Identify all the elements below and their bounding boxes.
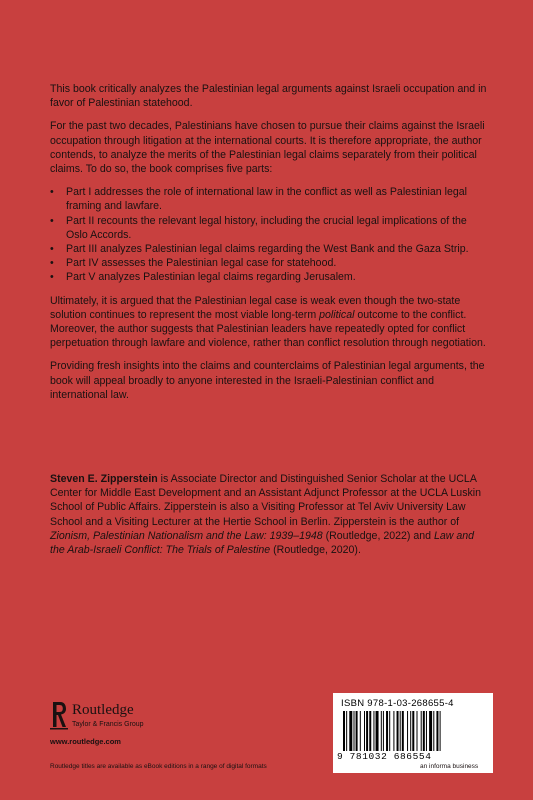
isbn-label: ISBN 978-1-03-268655-4 [341,698,454,709]
blurb-paragraph-1: This book critically analyzes the Palestinian legal arguments against Israeli occupation and in favor of Palestinian statehood. [50,83,487,110]
barcode-panel [333,693,493,773]
text-span: (Routledge, 2020). [270,544,361,557]
blurb-paragraph-2: For the past two decades, Palestinians have chosen to pursue their claims against the Israeli occupation through litigation at the international courts. It is therefore appropriate, the author contends, to analyze the merits of the Palestinian legal claims separately from their political claims. To do so, the book comprises five parts: [50,120,485,176]
list-item: • Part IV assesses the Palestinian legal case for statehood. [66,256,490,270]
author-paragraph [50,472,490,557]
publisher-name: Routledge [72,702,134,718]
barcode-icon [341,711,485,751]
ebook-note: Routledge titles are available as eBook editions in a range of digital formats [50,763,267,770]
list-item: • Part V analyzes Palestinian legal claims regarding Jerusalem. [66,270,490,284]
publisher-group: Taylor & Francis Group [72,721,144,728]
barcode-number: 9 781032 686554 [337,751,432,762]
text-span: (Routledge, 2022) and [322,529,434,542]
author-bio [50,472,490,557]
publisher-logo [50,700,200,740]
informa-tagline: an informa business [420,763,479,770]
routledge-logo-icon [50,700,68,730]
list-item: • Part III analyzes Palestinian legal claims regarding the West Bank and the Gaza Strip. [66,242,490,256]
text-span: is Associate Director and Distinguished Senior Scholar at the UCLA Center for Middle East Development and an Assistant Adjunct Professor at the UCLA Luskin School of Public Affairs. Zipperstein is also a Visiting Professor at Tel Aviv University Law School and a Visiting Lecturer at the Hertie School in Berlin. Zipperstein is the author of [50,473,482,528]
blurb-paragraph-4: Providing fresh insights into the claims and counterclaims of Palestinian legal arguments, the book will appeal broadly to anyone interested in the Israeli-Palestinian conflict and international law. [50,360,485,401]
parts-list [50,185,490,284]
book-title-2: Law and the Arab-Israeli Conflict: The Trials of Palestine [50,529,475,557]
blurb [50,82,490,411]
publisher-website: www.routledge.com [50,737,121,746]
text-span: outcome to the conflict. Moreover, the author suggests that Palestinian leaders have repeatedly opted for conflict perpetuation through lawfare and violence, rather than conflict resolution through negotiation. [50,308,486,350]
text-span: Ultimately, it is argued that the Palestinian legal case is weak even though the two-state solution continues to represent the most viable long-term [50,294,461,321]
author-name: Steven E. Zipperstein [50,473,158,485]
emphasis-political: political [319,308,355,321]
book-title-1: Zionism, Palestinian Nationalism and the Law: 1939–1948 [50,529,323,542]
blurb-paragraph-3 [50,294,490,351]
list-item: • Part I addresses the role of international law in the conflict as well as Palestinian legal framing and lawfare. [66,185,490,213]
list-item: • Part II recounts the relevant legal history, including the crucial legal implications of the Oslo Accords. [66,214,490,242]
